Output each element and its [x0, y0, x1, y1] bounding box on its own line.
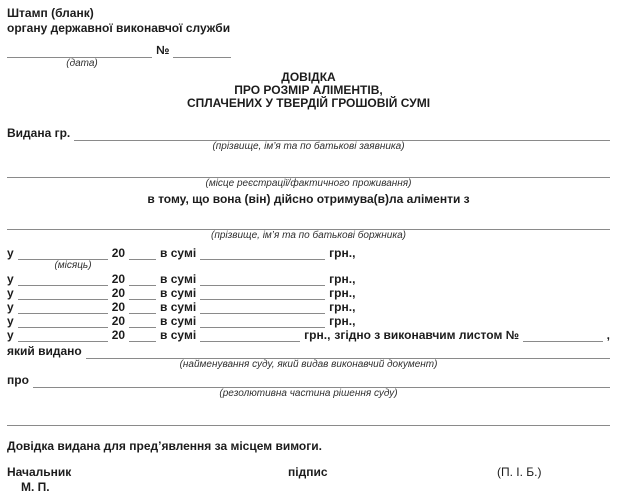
year-field[interactable]	[129, 301, 156, 314]
year-field[interactable]	[129, 247, 156, 260]
currency-label: грн.,	[329, 314, 356, 328]
number-sign: №	[156, 43, 170, 57]
currency-label: грн.,	[329, 286, 356, 300]
resolution-field[interactable]	[33, 374, 610, 388]
address-row	[7, 164, 610, 178]
year-field[interactable]	[129, 287, 156, 300]
payment-row	[7, 247, 610, 260]
signature-row	[7, 465, 610, 480]
title-line-2: ПРО РОЗМІР АЛІМЕНТІВ,	[234, 83, 383, 97]
debtor-name-caption: (прізвище, ім’я та по батькові боржника)	[211, 230, 406, 241]
currency-label: грн.,	[329, 272, 356, 286]
sum-label: в сумі	[160, 314, 197, 328]
payment-row	[7, 301, 610, 314]
stamp-line-1: Штамп (бланк)	[7, 6, 94, 20]
extra-blank-field[interactable]	[7, 412, 610, 426]
year-prefix: 20	[111, 314, 126, 328]
court-issued-row	[7, 344, 610, 359]
issued-by-label: який видано	[7, 344, 82, 358]
month-field[interactable]	[18, 315, 108, 328]
applicant-name-caption: (прізвище, ім’я та по батькові заявника)	[212, 141, 405, 152]
month-prefix: у	[7, 328, 14, 342]
amount-field[interactable]	[200, 287, 325, 300]
stamp-block	[7, 6, 610, 36]
month-prefix: у	[7, 246, 14, 260]
month-field[interactable]	[18, 287, 108, 300]
month-prefix: у	[7, 286, 14, 300]
sum-label: в сумі	[160, 286, 197, 300]
year-prefix: 20	[111, 286, 126, 300]
number-field[interactable]	[173, 44, 231, 58]
title-line-1: ДОВІДКА	[281, 70, 336, 84]
year-prefix: 20	[111, 300, 126, 314]
title-line-3: СПЛАЧЕНИХ У ТВЕРДІЙ ГРОШОВІЙ СУМІ	[186, 96, 431, 110]
chief-title: Начальник	[7, 465, 72, 479]
writ-clause: згідно з виконавчим листом №	[334, 328, 520, 342]
amount-field[interactable]	[200, 247, 325, 260]
address-caption: (місце реєстрації/фактичного проживання)	[205, 178, 412, 189]
sum-label: в сумі	[160, 328, 197, 342]
court-name-field[interactable]	[86, 345, 610, 359]
payment-row-with-writ	[7, 329, 610, 342]
address-field[interactable]	[7, 164, 610, 178]
year-field[interactable]	[129, 315, 156, 328]
resolution-row	[7, 373, 610, 388]
date-field[interactable]	[7, 44, 152, 58]
month-prefix: у	[7, 300, 14, 314]
statement-text: в тому, що вона (він) дійсно отримува(в)ла аліменти з	[147, 192, 470, 206]
currency-label: грн.,	[304, 328, 331, 342]
issued-label: Видана гр.	[7, 126, 71, 140]
month-prefix: у	[7, 272, 14, 286]
month-field[interactable]	[18, 301, 108, 314]
name-placeholder: (П. І. Б.)	[497, 465, 542, 479]
month-prefix: у	[7, 314, 14, 328]
month-caption: (місяць)	[54, 260, 92, 271]
debtor-row	[7, 216, 610, 230]
sum-label: в сумі	[160, 300, 197, 314]
year-prefix: 20	[111, 246, 126, 260]
amount-field[interactable]	[200, 315, 325, 328]
month-field[interactable]	[18, 273, 108, 286]
year-prefix: 20	[111, 272, 126, 286]
payment-row	[7, 287, 610, 300]
extra-blank-row	[7, 412, 610, 426]
year-field[interactable]	[129, 273, 156, 286]
issued-to-row	[7, 126, 610, 141]
purpose-note: Довідка видана для пред’явлення за місцем вимоги.	[7, 439, 322, 453]
amount-field[interactable]	[200, 301, 325, 314]
month-field[interactable]	[18, 247, 108, 260]
date-number-line	[7, 43, 247, 58]
sum-label: в сумі	[160, 272, 197, 286]
applicant-name-field[interactable]	[74, 127, 610, 141]
currency-label: грн.,	[329, 246, 356, 260]
signature-label: підпис	[288, 465, 328, 479]
payment-row	[7, 273, 610, 286]
payment-row	[7, 315, 610, 328]
year-field[interactable]	[129, 329, 156, 342]
amount-field[interactable]	[200, 329, 300, 342]
document-title	[7, 71, 610, 110]
month-field[interactable]	[18, 329, 108, 342]
stamp-place-label: М. П.	[21, 480, 50, 494]
year-prefix: 20	[111, 328, 126, 342]
stamp-line-2: органу державної виконавчої служби	[7, 21, 231, 35]
currency-label: грн.,	[329, 300, 356, 314]
amount-field[interactable]	[200, 273, 325, 286]
writ-comma: ,	[606, 328, 610, 342]
resolution-caption: (резолютивна частина рішення суду)	[219, 388, 398, 399]
about-label: про	[7, 373, 29, 387]
date-caption: (дата)	[66, 58, 98, 69]
sum-label: в сумі	[160, 246, 197, 260]
court-name-caption: (найменування суду, який видав виконавчий документ)	[179, 359, 438, 370]
debtor-name-field[interactable]	[7, 216, 610, 230]
writ-number-field[interactable]	[523, 329, 603, 342]
